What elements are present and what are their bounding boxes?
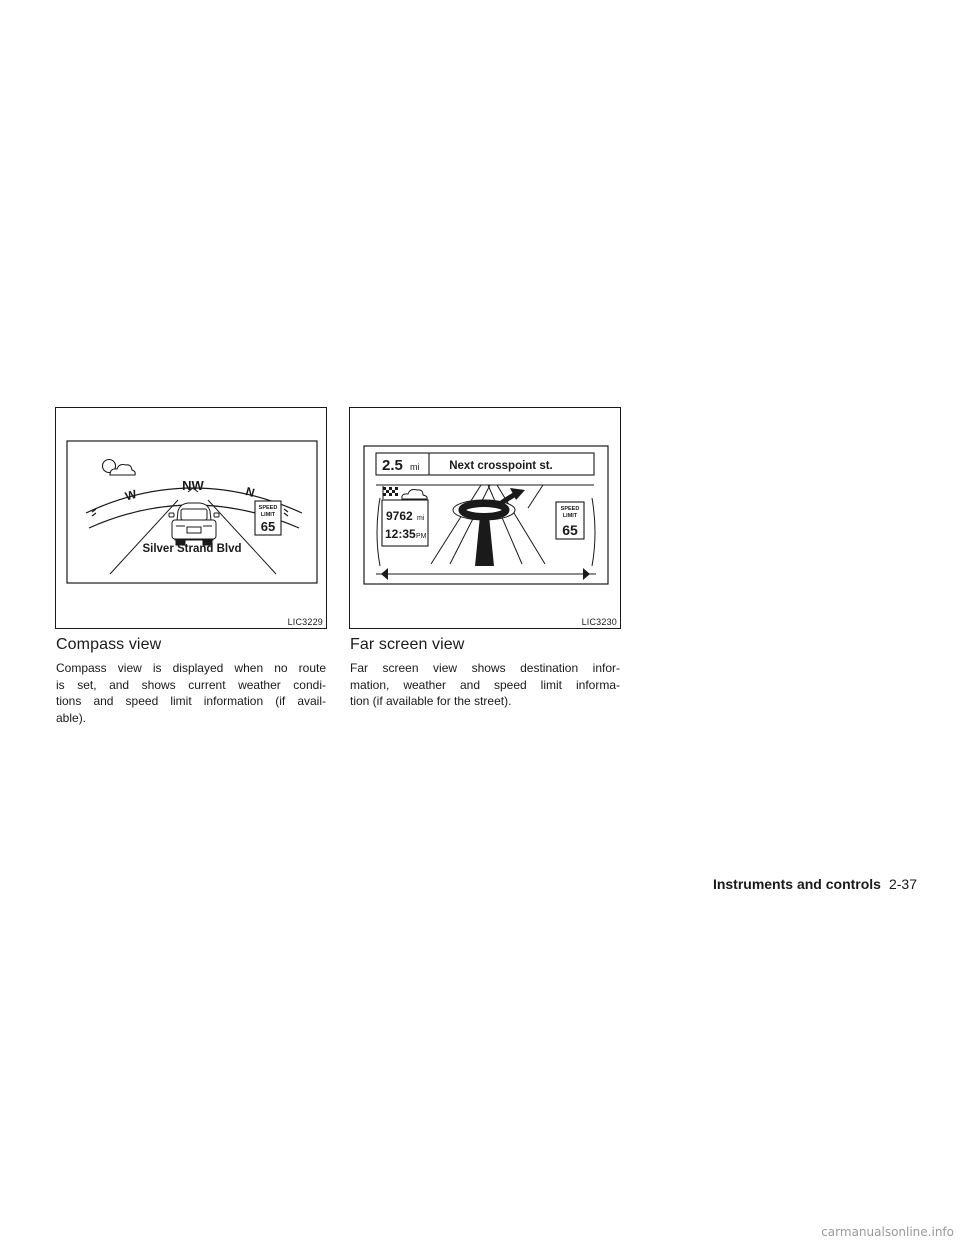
page-footer (713, 876, 917, 892)
watermark: carmanualsonline.info (821, 1225, 954, 1239)
compass-view-heading: Compass view (56, 636, 162, 653)
compass-line-4: able). (56, 710, 87, 725)
speed-limit-label-1: SPEED (560, 506, 580, 512)
remaining-distance-value: 9762 (386, 509, 413, 523)
figure-id: LIC3229 (287, 617, 323, 627)
street-name: Silver Strand Blvd (142, 543, 242, 555)
compass-view-illustration (56, 408, 328, 630)
speed-limit-value: 65 (562, 522, 578, 538)
far-screen-view-heading: Far screen view (350, 636, 465, 653)
compass-view-description (56, 660, 326, 726)
far-screen-view-description (350, 660, 620, 710)
distance-unit: mi (410, 462, 420, 472)
speed-limit-label-2: LIMIT (260, 512, 276, 518)
far-line-3: tion (if available for the street). (350, 694, 512, 708)
compass-direction-main: NW (182, 478, 204, 493)
next-street-name: Next crosspoint st. (449, 460, 553, 472)
speed-limit-label-2: LIMIT (562, 513, 578, 519)
far-line-1: Far screen view shows destination infor- (350, 661, 620, 675)
page-number: 2-37 (888, 876, 917, 892)
speed-limit-sign (556, 502, 584, 539)
far-screen-view-illustration (350, 408, 622, 630)
speed-limit-sign (255, 501, 281, 535)
figure-id: LIC3230 (581, 617, 617, 627)
footer-section-title: Instruments and controls (712, 876, 881, 892)
speed-limit-value: 65 (260, 519, 276, 534)
remaining-distance-unit: mi (417, 515, 425, 522)
distance-value: 2.5 (382, 457, 403, 474)
far-screen-view-figure (349, 407, 621, 629)
arrival-time-value: 12:35 (385, 527, 416, 541)
speed-limit-label-1: SPEED (258, 505, 278, 511)
arrival-time-period: PM (416, 533, 427, 540)
far-line-2: mation, weather and speed limit informa- (350, 677, 620, 692)
compass-line-1: Compass view is displayed when no route (56, 661, 326, 675)
compass-direction-left: W (123, 486, 139, 504)
compass-line-3: tions and speed limit information (if avail- (56, 694, 326, 708)
compass-line-2: is set, and shows current weather condi- (56, 677, 326, 692)
compass-view-figure (55, 407, 327, 629)
compass-direction-right: N (244, 484, 257, 501)
